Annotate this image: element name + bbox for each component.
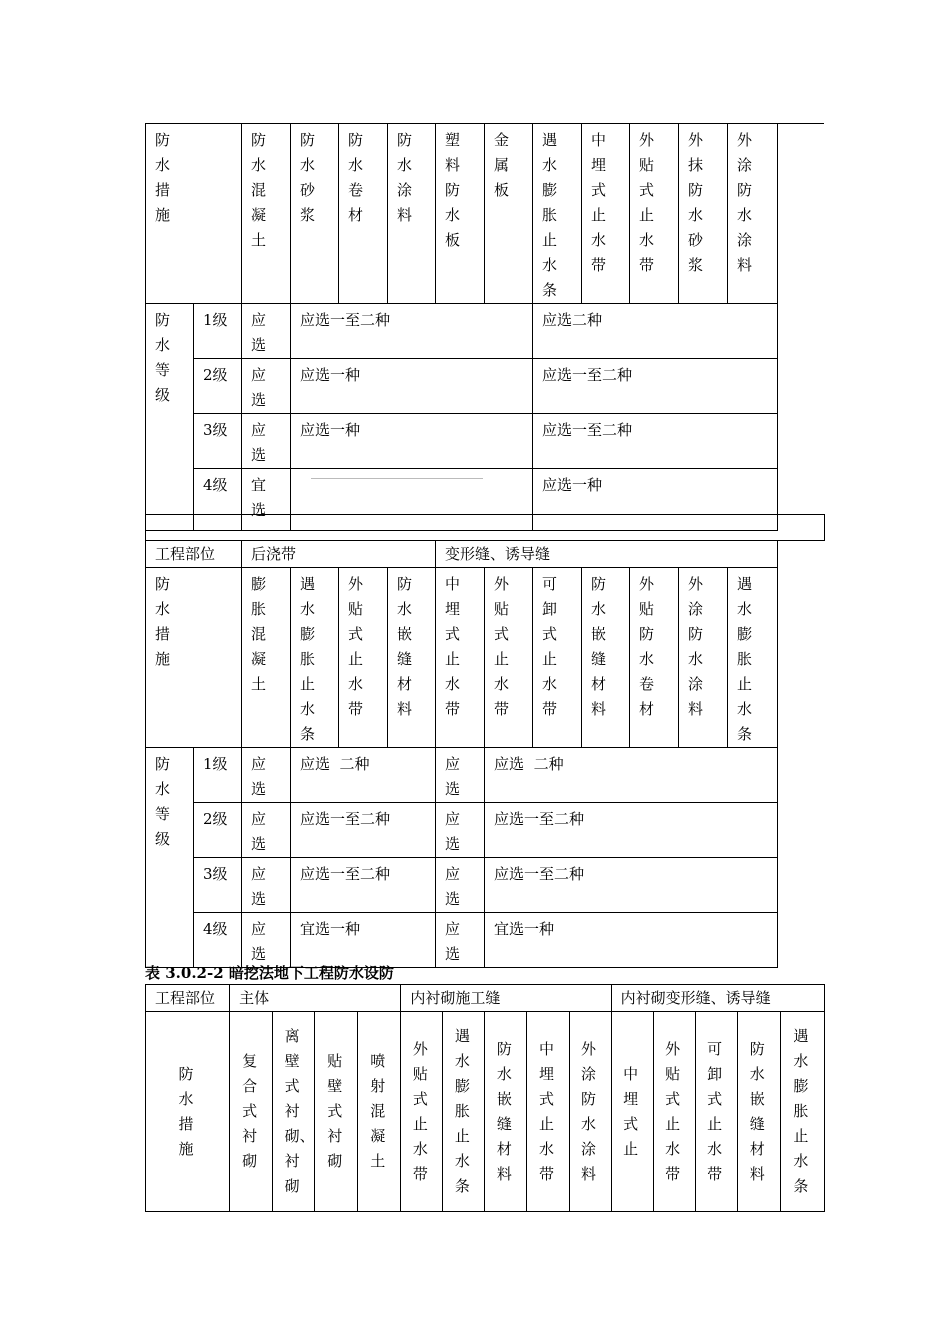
part-label: 工程部位 <box>146 541 242 568</box>
table-1-col-header: 防水卷材 <box>339 124 388 304</box>
group-header: 变形缝、诱导缝 <box>436 541 778 568</box>
table-1-col-header: 金属板 <box>485 124 533 304</box>
group-header: 内衬砌变形缝、诱导缝 <box>611 985 824 1012</box>
table-2-header-row <box>146 568 778 748</box>
table-3-col-header: 可卸式止水带 <box>695 1012 737 1212</box>
grade-cell: 4级 <box>194 469 242 531</box>
grade-cell: 2级 <box>194 803 242 858</box>
table-2-grade-label: 防水等级 <box>146 748 194 968</box>
table-1-col-header: 塑料防水板 <box>436 124 485 304</box>
table-1-col-header: 外抹防水砂浆 <box>679 124 728 304</box>
table-3-col-header: 喷射混凝土 <box>358 1012 401 1212</box>
option-cell: 应选一种 <box>533 469 778 531</box>
option-cell: 应选一至二种 <box>485 858 778 913</box>
table-1-header-row <box>146 124 778 304</box>
option-cell: 应选二种 <box>533 304 778 359</box>
table-1-col-header: 防水涂料 <box>388 124 436 304</box>
table-3-col-header: 离壁式衬砌、衬砌 <box>273 1012 315 1212</box>
option-cell: 应选一至二种 <box>291 304 533 359</box>
grade-cell: 1级 <box>194 748 242 803</box>
group-header: 内衬砌施工缝 <box>401 985 611 1012</box>
option-cell: 应选一种 <box>291 359 533 414</box>
group-header: 后浇带 <box>242 541 436 568</box>
required-cell: 应选 <box>242 304 291 359</box>
table-2-col-header: 中埋式止水带 <box>436 568 485 748</box>
table-2-col-header: 防水嵌缝材料 <box>388 568 436 748</box>
required-cell: 应选 <box>436 913 485 968</box>
table-3-col-header: 中埋式止水带 <box>527 1012 569 1212</box>
grade-cell: 1级 <box>194 304 242 359</box>
table-3-part-row <box>146 985 825 1012</box>
table-3-caption: 表 3.0.2-2 暗挖法地下工程防水设防 <box>145 964 394 982</box>
table-3-col-header: 防水嵌缝材料 <box>485 1012 527 1212</box>
table-3-mined-method <box>145 984 825 1212</box>
table-1-col-header: 中埋式止水带 <box>582 124 630 304</box>
table-spacer-row <box>145 514 825 541</box>
table-row <box>146 414 778 469</box>
blank-cell <box>146 515 825 541</box>
table-3-col-header: 复合式衬砌 <box>230 1012 273 1212</box>
required-cell: 宜选 <box>242 469 291 531</box>
table-row <box>146 359 778 414</box>
group-header: 主体 <box>230 985 401 1012</box>
table-row <box>146 803 778 858</box>
table-1-col-header: 遇水膨胀止水条 <box>533 124 582 304</box>
table-3-header-row <box>146 1012 825 1212</box>
table-1-col-header: 防水砂浆 <box>291 124 339 304</box>
grade-cell: 3级 <box>194 858 242 913</box>
table-3-col-header: 外贴式止水带 <box>401 1012 443 1212</box>
table-1-measures-label: 防水措施 <box>146 124 242 304</box>
option-cell: 应选一至二种 <box>485 803 778 858</box>
table-3-measures-label: 防水措施 <box>146 1012 230 1212</box>
option-cell: 宜选一种 <box>291 913 436 968</box>
table-2-col-header: 遇水膨胀止水条 <box>291 568 339 748</box>
required-cell: 应选 <box>436 803 485 858</box>
required-cell: 应选 <box>242 858 291 913</box>
option-cell: 应选 二种 <box>485 748 778 803</box>
part-label: 工程部位 <box>146 985 230 1012</box>
table-row <box>146 304 778 359</box>
option-cell: 应选一至二种 <box>291 803 436 858</box>
table-2-measures-label: 防水措施 <box>146 568 242 748</box>
table-2-col-header: 膨胀混凝土 <box>242 568 291 748</box>
table-3-col-header: 中埋式止 <box>611 1012 653 1212</box>
required-cell: 应选 <box>242 748 291 803</box>
table-2-col-header: 防水嵌缝材料 <box>582 568 630 748</box>
table-2-cut-cover-joints <box>145 540 778 968</box>
required-cell: 应选 <box>242 359 291 414</box>
option-cell: 应选一至二种 <box>533 414 778 469</box>
table-2-col-header: 外贴式止水带 <box>339 568 388 748</box>
required-cell: 应选 <box>242 803 291 858</box>
table-row <box>146 913 778 968</box>
table-1-col-header: 外涂防水涂料 <box>728 124 778 304</box>
table-3-col-header: 贴壁式衬砌 <box>315 1012 358 1212</box>
grade-cell: 2级 <box>194 359 242 414</box>
table-2-col-header: 可卸式止水带 <box>533 568 582 748</box>
table-top-border-fragment <box>776 123 824 124</box>
required-cell: 应选 <box>242 913 291 968</box>
table-3-col-header: 外贴式止水带 <box>653 1012 695 1212</box>
table-1-grade-label: 防水等级 <box>146 304 194 531</box>
table-3-col-header: 遇水膨胀止水条 <box>443 1012 485 1212</box>
table-3-col-header: 外涂防水涂料 <box>569 1012 611 1212</box>
table-2-part-row <box>146 541 778 568</box>
table-3-col-header: 遇水膨胀止水条 <box>780 1012 824 1212</box>
table-3-col-header: 防水嵌缝材料 <box>737 1012 780 1212</box>
option-cell: 宜选一种 <box>485 913 778 968</box>
table-2-col-header: 外贴防水卷材 <box>630 568 679 748</box>
table-row <box>146 748 778 803</box>
table-2-col-header: 外贴式止水带 <box>485 568 533 748</box>
table-1-col-header: 外贴式止水带 <box>630 124 679 304</box>
grade-cell: 3级 <box>194 414 242 469</box>
option-cell: 应选一至二种 <box>533 359 778 414</box>
table-2-col-header: 外涂防水涂料 <box>679 568 728 748</box>
option-cell: 应选一种 <box>291 414 533 469</box>
required-cell: 应选 <box>436 858 485 913</box>
table-2-col-header: 遇水膨胀止水条 <box>728 568 778 748</box>
table-row <box>146 858 778 913</box>
table-1-col-header: 防水混凝土 <box>242 124 291 304</box>
option-cell: 应选 二种 <box>291 748 436 803</box>
grade-cell: 4级 <box>194 913 242 968</box>
required-cell: 应选 <box>242 414 291 469</box>
required-cell: 应选 <box>436 748 485 803</box>
table-1-fixed-measures <box>145 123 778 531</box>
option-cell: 应选一至二种 <box>291 858 436 913</box>
faint-rule <box>311 478 483 479</box>
